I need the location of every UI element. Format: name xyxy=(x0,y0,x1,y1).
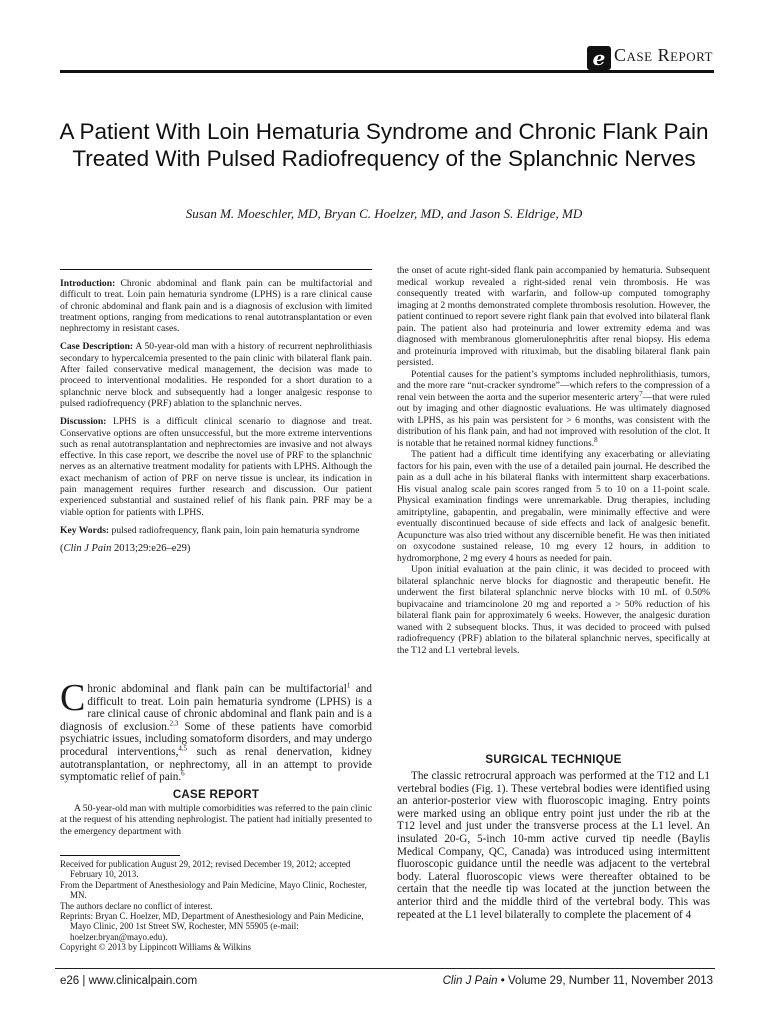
section-label: Case Report xyxy=(614,45,713,65)
footnote-conflict: The authors declare no conflict of interest. xyxy=(60,900,213,911)
intro-ref-2[interactable]: 2,3 xyxy=(169,719,179,728)
abstract-case-label: Case Description: xyxy=(60,341,134,353)
footer-left xyxy=(60,975,197,987)
abstract-discussion xyxy=(60,416,372,518)
right-paragraph-2 xyxy=(397,369,710,450)
keywords-text: pulsed radiofrequency, flank pain, loin pain hematuria syndrome xyxy=(109,524,360,536)
abstract-introduction xyxy=(60,278,372,334)
footer-separator: | xyxy=(82,975,86,987)
footer-issue: Volume 29, Number 11, November 2013 xyxy=(508,975,713,987)
abstract-keywords xyxy=(60,525,372,536)
case-report-heading: CASE REPORT xyxy=(172,789,260,801)
footnotes xyxy=(60,859,372,953)
intro-text-a: hronic abdominal and flank pain can be multifactorial xyxy=(87,683,347,695)
footnote-reprints: Reprints: Bryan C. Hoelzer, MD, Department of Anesthesiology and Pain Medicine, Mayo Clinic, 200 1st Street SW, Rochester, MN 55905 (e-mail: hoelzer.bryan@mayo.edu). xyxy=(60,911,364,942)
surgical-technique-body xyxy=(397,770,710,921)
page-number: e26 xyxy=(60,975,80,987)
case-report-text: A 50-year-old man with multiple comorbidities was referred to the pain clinic at the request of his attending nephrologist. The patient had initially presented to the emergency department with xyxy=(60,803,372,837)
intro-ref-4[interactable]: 6 xyxy=(181,769,185,778)
header-rule xyxy=(60,70,714,73)
footer-journal-name: Clin J Pain xyxy=(442,975,498,987)
right-p2-text-a: Potential causes for the patient’s symptoms included nephrolithiasis, tumors, and the more rare “nut-cracker syndrome”—which refers to the compression of a renal vein between the aorta and the superior mesenteric artery xyxy=(397,368,710,403)
footer-right xyxy=(443,975,713,987)
right-paragraph-1: the onset of acute right-sided flank pain accompanied by hematuria. Subsequent medical workup revealed a right-sided renal vein thrombosis. He was consequently treated with warfarin, and follow-up computed tomography imaging at 2 months demonstrated complete thrombosis resolution. However, the patient continued to report severe right flank pain that evolved into bilateral flank pain. The patient also had proteinuria and lower extremity edema and was diagnosed with membranous glomerulonephritis after renal biopsy. His edema and proteinuria improved with rituximab, but the disabling bilateral flank pain persisted. xyxy=(397,265,710,368)
abstract xyxy=(60,278,372,555)
footnote-affiliation: From the Department of Anesthesiology and Pain Medicine, Mayo Clinic, Rochester, MN. xyxy=(60,879,367,901)
right-column-body xyxy=(397,265,710,656)
footer-bullet: • xyxy=(500,975,505,987)
surgical-technique-heading: SURGICAL TECHNIQUE xyxy=(485,754,622,766)
abstract-case-text: A 50-year-old man with a history of recurrent nephrolithiasis secondary to hypercalcemia presented to the pain clinic with bilateral flank pain. After failed conservative medical management, the decision was made to proceed to interventional modalities. He responded for a short duration to a splanchnic nerve block and subsequently had a longer analgesic response to pulsed radiofrequency (PRF) ablation to the splanchnic nerves. xyxy=(60,341,372,409)
intro-ref-3[interactable]: 4,5 xyxy=(178,744,188,753)
right-ref-8[interactable]: 8 xyxy=(594,435,598,444)
abstract-discussion-label: Discussion: xyxy=(60,416,107,428)
journal-section-header xyxy=(587,42,713,70)
journal-e-logo: e xyxy=(587,46,611,70)
footer-rule xyxy=(55,968,715,969)
intro-ref-1[interactable]: 1 xyxy=(346,681,351,690)
abstract-intro-text: Chronic abdominal and flank pain can be multifactorial and difficult to treat. Loin pain hematuria syndrome (LPHS) is a rare clinical cause of chronic abdominal and flank pain and is a diagnosis of exclusion with limited treatment options, ranging from medications to renal autotransplantation or even nephrectomy in resistant cases. xyxy=(60,278,372,335)
right-paragraph-3: The patient had a difficult time identifying any exacerbating or alleviating factors for his pain, even with the use of a detailed pain journal. He described the pain as a dull ache in his bilateral flanks with intermittent sharp exacerbations. His visual analog scale pain scores ranged from 5 to 10 on a 11-point scale. Physical examination findings were unremarkable. Drug therapies, including amitriptyline, gabapentin, and pregabalin, were minimally effective and were eventually discontinued because of side effects and lack of analgesic benefit. Acupuncture was also tried without any discernible benefit. He was then initiated on oxycodone sustained release, 10 mg every 12 hours, in addition to hydromorphone, 2 mg every 4 hours as needed for pain. xyxy=(397,449,710,564)
article-title: A Patient With Loin Hematuria Syndrome and Chronic Flank Pain Treated With Pulsed Radiofrequency of the Splanchnic Nerves xyxy=(59,119,709,171)
journal-website-link[interactable]: www.clinicalpain.com xyxy=(88,975,198,987)
abstract-rule xyxy=(60,269,372,270)
footnote-rule xyxy=(60,855,180,856)
footnote-copyright: Copyright © 2013 by Lippincott Williams & Wilkins xyxy=(60,942,252,953)
right-p2-text-b: —that were ruled out by imaging and other diagnostic evaluations. He was ultimately diagnosed with LPHS, as his pain was persistent for > 6 months, was consistent with the distribution of his flank pain, and had not improved with resolution of the clot. It is notable that he retained normal kidney functions. xyxy=(397,391,710,449)
citation-details: 2013;29:e26–e29) xyxy=(111,543,191,555)
intro-text-d: such as renal denervation, kidney autotransplantation, or nephrectomy, all in an attempt to provide symptomatic relief of pain. xyxy=(60,745,372,784)
intro-text-b: and difficult to treat. Loin pain hematuria syndrome (LPHS) is a rare clinical cause of chronic abdominal and flank pain and is a diagnosis of exclusion. xyxy=(60,683,372,733)
case-report-body xyxy=(60,803,372,837)
abstract-case-description xyxy=(60,341,372,409)
surgical-technique-text: The classic retrocrural approach was performed at the T12 and L1 vertebral bodies (Fig. 1). These vertebral bodies were identified using an anterior-posterior view with fluoroscopic imaging. Entry points were marked using an oblique entry point just under the rib at the T12 level and just under the transverse process at the L1 level. An insulated 20-G, 5-inch 10-mm active curved tip needle (Baylis Medical Company, QC, Canada) was introduced using intermittent fluoroscopic guidance until the needle was adjacent to the vertebral body. Lateral fluoroscopic views were thereafter obtained to be certain that the needle tip was located at the junction between the anterior third and the middle third of the vertebral body. This was repeated at the L1 level bilaterally to complete the placement of 4 xyxy=(397,770,710,921)
abstract-discussion-text: LPHS is a difficult clinical scenario to diagnose and treat. Conservative options are often unsuccessful, but the more extreme interventions such as renal autotransplantation and nephrectomies are invasive and not always effective. In this case report, we describe the novel use of PRF to the splanchnic nerves as an alternative treatment modality for patients with LPHS. Although the exact mechanism of action of PRF on nerve tissue is unclear, its indication in pain management requires further research and discussion. Our patient experienced substantial and sustained relief of his flank pain. PRF may be a viable option for patients with LPHS. xyxy=(60,416,372,518)
right-ref-7[interactable]: 7 xyxy=(639,389,643,398)
abstract-intro-label: Introduction: xyxy=(60,278,116,289)
article-authors: Susan M. Moeschler, MD, Bryan C. Hoelzer, MD, and Jason S. Eldrige, MD xyxy=(185,206,583,221)
introduction-paragraph xyxy=(60,677,372,784)
keywords-label: Key Words: xyxy=(60,524,110,536)
drop-cap: C xyxy=(60,677,86,719)
right-paragraph-4: Upon initial evaluation at the pain clinic, it was decided to proceed with bilateral splanchnic nerve blocks for diagnostic and therapeutic benefit. He underwent the first bilateral splanchnic nerve blocks with 10 mL of 0.50% bupivacaine and triamcinolone 20 mg and reported a > 50% reduction of his bilateral flank pain for approximately 6 weeks. However, the analgesic duration waned with 2 subsequent blocks. Thus, it was decided to proceed with pulsed radiofrequency (PRF) ablation to the bilateral splanchnic nerves, specifically at the T12 and L1 vertebral levels. xyxy=(397,564,710,656)
citation-journal: Clin J Pain xyxy=(63,543,112,555)
footnote-received: Received for publication August 29, 2012; revised December 19, 2012; accepted February 10, 2013. xyxy=(60,859,351,880)
citation: (Clin J Pain 2013;29:e26–e29) xyxy=(60,543,191,555)
intro-text-c: Some of these patients have comorbid psychiatric issues, including somatoform disorders, and may undergo procedural interventions, xyxy=(60,720,372,758)
